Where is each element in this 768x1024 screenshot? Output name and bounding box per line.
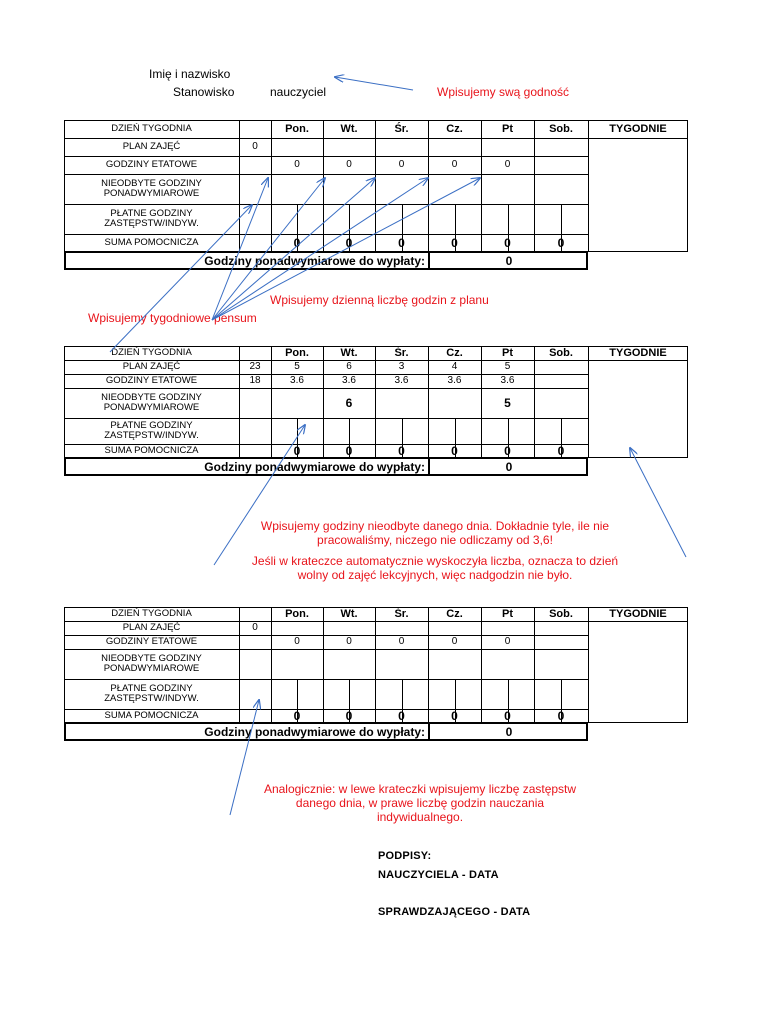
- day-header-1: Wt.: [340, 347, 358, 359]
- row-label-paid-line2: ZASTĘPSTW/INDYW.: [104, 693, 199, 704]
- note-daily-hours: Wpisujemy dzienną liczbę godzin z planu: [270, 293, 489, 307]
- arrow-to-name: [335, 77, 413, 90]
- payout-value: 0: [505, 725, 513, 739]
- day-header-0: Pon.: [285, 347, 309, 359]
- day-header-5: Sob.: [549, 123, 573, 135]
- day-header-5: Sob.: [549, 608, 573, 620]
- arrow-daily-1: [110, 205, 252, 352]
- row-label-missed-line2: PONADWYMIAROWE: [103, 402, 200, 413]
- payout-value: 0: [505, 254, 513, 268]
- row-label-etat: GODZINY ETATOWE: [105, 159, 198, 170]
- row-label-paid-line1: PŁATNE GODZINY: [110, 208, 193, 219]
- row-label-paid-line2: ZASTĘPSTW/INDYW.: [104, 430, 199, 441]
- etat-cell[interactable]: 0: [294, 159, 300, 170]
- sum-cell: 0: [504, 444, 511, 458]
- row-label-missed-line2: PONADWYMIAROWE: [103, 188, 200, 199]
- etat-cell[interactable]: 3.6: [447, 375, 462, 386]
- plan-cell[interactable]: 6: [346, 361, 352, 372]
- row-label-paid-line1: PŁATNE GODZINY: [110, 683, 193, 694]
- note-analog-line2: danego dnia, w prawe liczbę godzin nauczania: [295, 796, 545, 810]
- day-header-4: Pt: [502, 123, 513, 135]
- etat-cell[interactable]: 0: [451, 159, 458, 170]
- day-header-0: Pon.: [285, 123, 309, 135]
- plan-cell[interactable]: 3: [398, 361, 405, 372]
- weekly-header: TYGODNIE: [609, 347, 667, 359]
- arrow-pensum-4: [212, 178, 428, 320]
- day-header-2: Śr.: [394, 347, 409, 359]
- row-label-day: DZIEŃ TYGODNIA: [111, 608, 192, 619]
- sum-cell: 0: [345, 709, 353, 723]
- weekly-header: TYGODNIE: [609, 608, 667, 620]
- sum-cell: 0: [504, 709, 511, 723]
- arrow-pensum-2: [212, 178, 325, 320]
- sum-cell: 0: [345, 444, 353, 458]
- row-label-etat: GODZINY ETATOWE: [105, 375, 198, 386]
- etat-cell[interactable]: 0: [504, 159, 511, 170]
- etat-cell[interactable]: 0: [346, 636, 352, 647]
- day-header-5: Sob.: [549, 347, 573, 359]
- note-auto-line2: wolny od zajęć lekcyjnych, więc nadgodzin nie było.: [297, 568, 573, 582]
- plan-total[interactable]: 23: [249, 361, 261, 372]
- arrow-missed-1: [214, 425, 305, 565]
- signature-checker: SPRAWDZAJĄCEGO - DATA: [378, 906, 531, 918]
- sum-cell: 0: [293, 444, 301, 458]
- signature-teacher: NAUCZYCIELA - DATA: [378, 869, 499, 881]
- sum-cell: 0: [451, 709, 458, 723]
- etat-total[interactable]: 18: [249, 375, 261, 386]
- note-analog-line3: indywidualnego.: [376, 810, 464, 824]
- missed-cell[interactable]: 5: [504, 396, 511, 410]
- day-header-2: Śr.: [394, 608, 409, 620]
- sum-cell: 0: [398, 236, 405, 250]
- plan-cell[interactable]: 5: [504, 361, 511, 372]
- row-label-plan: PLAN ZAJĘĆ: [122, 361, 181, 372]
- etat-cell[interactable]: 3.6: [394, 375, 409, 386]
- weekly-header: TYGODNIE: [609, 123, 667, 135]
- sum-cell: 0: [293, 709, 301, 723]
- sum-cell: 0: [557, 444, 565, 458]
- row-label-missed-line1: NIEODBYTE GODZINY: [101, 653, 202, 664]
- row-label-sum: SUMA POMOCNICZA: [104, 710, 199, 721]
- row-label-paid-line2: ZASTĘPSTW/INDYW.: [104, 218, 199, 229]
- payout-label: Godziny ponadwymiarowe do wypłaty:: [204, 460, 425, 474]
- day-header-1: Wt.: [340, 123, 358, 135]
- sum-cell: 0: [451, 444, 458, 458]
- row-label-etat: GODZINY ETATOWE: [105, 636, 198, 647]
- day-header-1: Wt.: [340, 608, 358, 620]
- day-header-0: Pon.: [285, 608, 309, 620]
- row-label-day: DZIEŃ TYGODNIA: [111, 123, 192, 134]
- sum-cell: 0: [451, 236, 458, 250]
- row-label-missed-line1: NIEODBYTE GODZINY: [101, 392, 202, 403]
- plan-cell[interactable]: 5: [294, 361, 300, 372]
- day-header-2: Śr.: [394, 123, 409, 135]
- plan-total[interactable]: 0: [252, 622, 258, 633]
- day-header-3: Cz.: [446, 347, 463, 359]
- name-label: Imię i nazwisko: [149, 67, 231, 81]
- etat-cell[interactable]: 0: [398, 159, 405, 170]
- payout-value: 0: [505, 460, 513, 474]
- payout-label: Godziny ponadwymiarowe do wypłaty:: [204, 254, 425, 268]
- day-header-4: Pt: [502, 608, 513, 620]
- sum-cell: 0: [398, 444, 405, 458]
- signatures-title: PODPISY:: [378, 850, 432, 862]
- sum-cell: 0: [557, 236, 565, 250]
- etat-cell[interactable]: 0: [294, 636, 300, 647]
- arrow-auto-1: [630, 448, 686, 557]
- arrow-analog-1: [230, 700, 259, 815]
- sum-cell: 0: [345, 236, 353, 250]
- etat-cell[interactable]: 0: [504, 636, 511, 647]
- row-label-paid-line1: PŁATNE GODZINY: [110, 420, 193, 431]
- arrow-pensum-5: [212, 178, 480, 320]
- plan-cell[interactable]: 4: [451, 361, 458, 372]
- row-label-sum: SUMA POMOCNICZA: [104, 237, 199, 248]
- day-header-4: Pt: [502, 347, 513, 359]
- note-auto-line1: Jeśli w krateczce automatycznie wyskoczyła liczba, oznacza to dzień: [251, 554, 619, 568]
- row-label-missed-line2: PONADWYMIAROWE: [103, 663, 200, 674]
- etat-cell[interactable]: 0: [451, 636, 458, 647]
- arrow-pensum-3: [212, 178, 375, 320]
- note-analog-line1: Analogicznie: w lewe krateczki wpisujemy liczbę zastępstw: [263, 782, 577, 796]
- note-missed-line1: Wpisujemy godziny nieodbyte danego dnia. Dokładnie tyle, ile nie: [260, 519, 610, 533]
- day-header-3: Cz.: [446, 608, 463, 620]
- etat-cell[interactable]: 3.6: [342, 375, 356, 386]
- row-label-missed-line1: NIEODBYTE GODZINY: [101, 178, 202, 189]
- position-value: nauczyciel: [270, 85, 327, 99]
- note-weekly-pensum: Wpisujemy tygodniowe pensum: [88, 311, 257, 325]
- sum-cell: 0: [504, 236, 511, 250]
- etat-cell[interactable]: 3.6: [500, 375, 515, 386]
- plan-total[interactable]: 0: [252, 141, 258, 152]
- note-dignity: Wpisujemy swą godność: [437, 85, 570, 99]
- row-label-day: DZIEŃ TYGODNIA: [111, 347, 192, 358]
- etat-cell[interactable]: 3.6: [290, 375, 304, 386]
- row-label-plan: PLAN ZAJĘĆ: [122, 622, 181, 633]
- missed-cell[interactable]: 6: [345, 396, 353, 410]
- etat-cell[interactable]: 0: [398, 636, 405, 647]
- day-header-3: Cz.: [446, 123, 463, 135]
- sum-cell: 0: [398, 709, 405, 723]
- etat-cell[interactable]: 0: [346, 159, 352, 170]
- arrow-pensum-1: [212, 178, 268, 320]
- row-label-sum: SUMA POMOCNICZA: [104, 445, 199, 456]
- sum-cell: 0: [293, 236, 301, 250]
- row-label-plan: PLAN ZAJĘĆ: [122, 141, 181, 152]
- payout-label: Godziny ponadwymiarowe do wypłaty:: [204, 725, 425, 739]
- sum-cell: 0: [557, 709, 565, 723]
- position-label: Stanowisko: [173, 85, 235, 99]
- note-missed-line2: pracowaliśmy, niczego nie odliczamy od 3,6!: [317, 533, 553, 547]
